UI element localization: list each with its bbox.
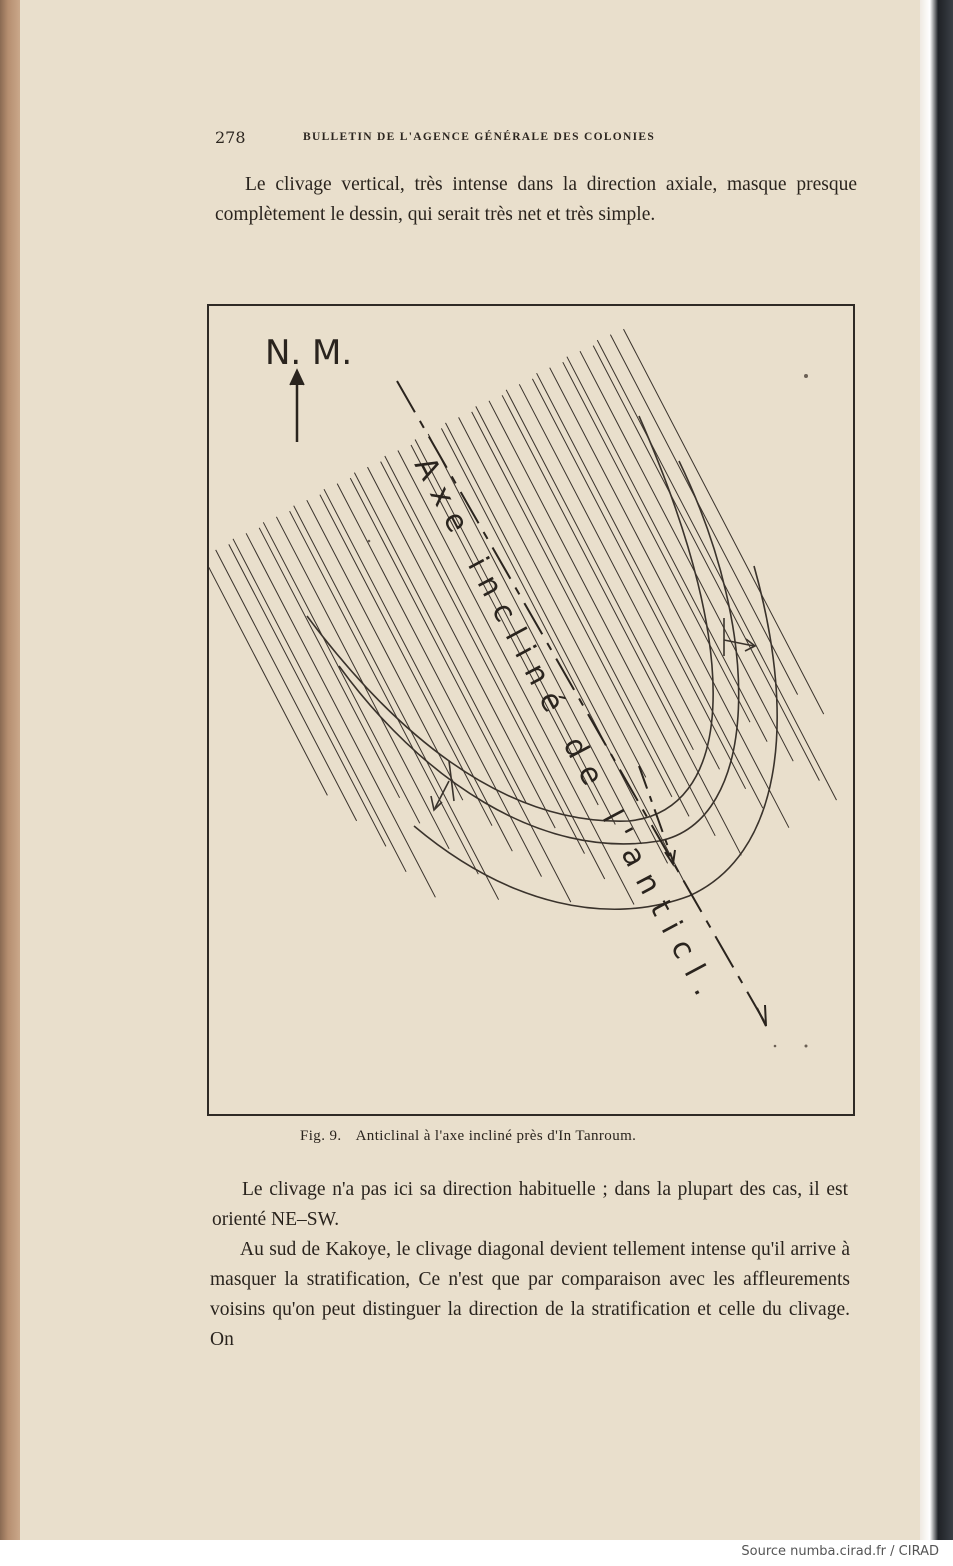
north-arrow <box>290 370 304 442</box>
cleavage-line <box>593 346 819 781</box>
cleavage-line <box>290 511 479 874</box>
north-label: N. M. <box>265 333 353 373</box>
cleavage-line <box>610 335 797 695</box>
source-credit: Source numba.cirad.fr / CIRAD <box>741 1544 939 1559</box>
cleavage-line <box>337 484 541 877</box>
cleavage-line <box>597 340 836 800</box>
cleavage-line <box>624 329 824 714</box>
cleavage-line <box>446 423 685 883</box>
cleavage-line <box>259 528 399 798</box>
cleavage-line <box>563 362 750 722</box>
paragraph-1 <box>215 170 857 230</box>
cleavage-line <box>398 451 634 905</box>
page-number: 278 <box>215 128 246 147</box>
figure-9 <box>207 304 855 1116</box>
book-edge <box>0 0 20 1540</box>
running-head <box>215 128 855 150</box>
cleavage-line <box>216 550 357 821</box>
figure-caption <box>300 1128 780 1145</box>
paragraph-2 <box>212 1175 848 1235</box>
paragraph-3 <box>210 1235 850 1355</box>
axis-label: Axe incliné de l'anticl. <box>406 451 728 1012</box>
book-cover-edge <box>920 0 953 1540</box>
cleavage-line <box>441 428 667 863</box>
figure-caption-text: Anticlinal à l'axe incliné près d'In Tanroum. <box>355 1128 637 1144</box>
cleavage-line <box>233 539 406 872</box>
journal-title: BULLETIN DE L'AGENCE GÉNÉRALE DES COLONIES <box>303 131 656 143</box>
cleavage-line <box>209 555 327 795</box>
cleavage-line <box>385 456 605 879</box>
anticline-diagram <box>209 306 853 1114</box>
paragraph-1-text: Le clivage vertical, très intense dans la direction axiale, masque presque complètement le dessin, qui serait très net et très simple. <box>215 174 857 225</box>
paragraph-2-text: Le clivage n'a pas ici sa direction habituelle ; dans la plupart des cas, il est orienté NE–SW. <box>212 1179 848 1230</box>
cleavage-line <box>580 351 793 761</box>
paragraph-3-text: Au sud de Kakoye, le clivage diagonal devient tellement intense qu'il arrive à masquer la stratification, Ce n'est que par comparaison avec les affleurements voisins qu'on peut distinguer la direction de la stratification et celle du clivage. On <box>210 1239 850 1350</box>
figure-number: Fig. 9. <box>300 1128 342 1144</box>
